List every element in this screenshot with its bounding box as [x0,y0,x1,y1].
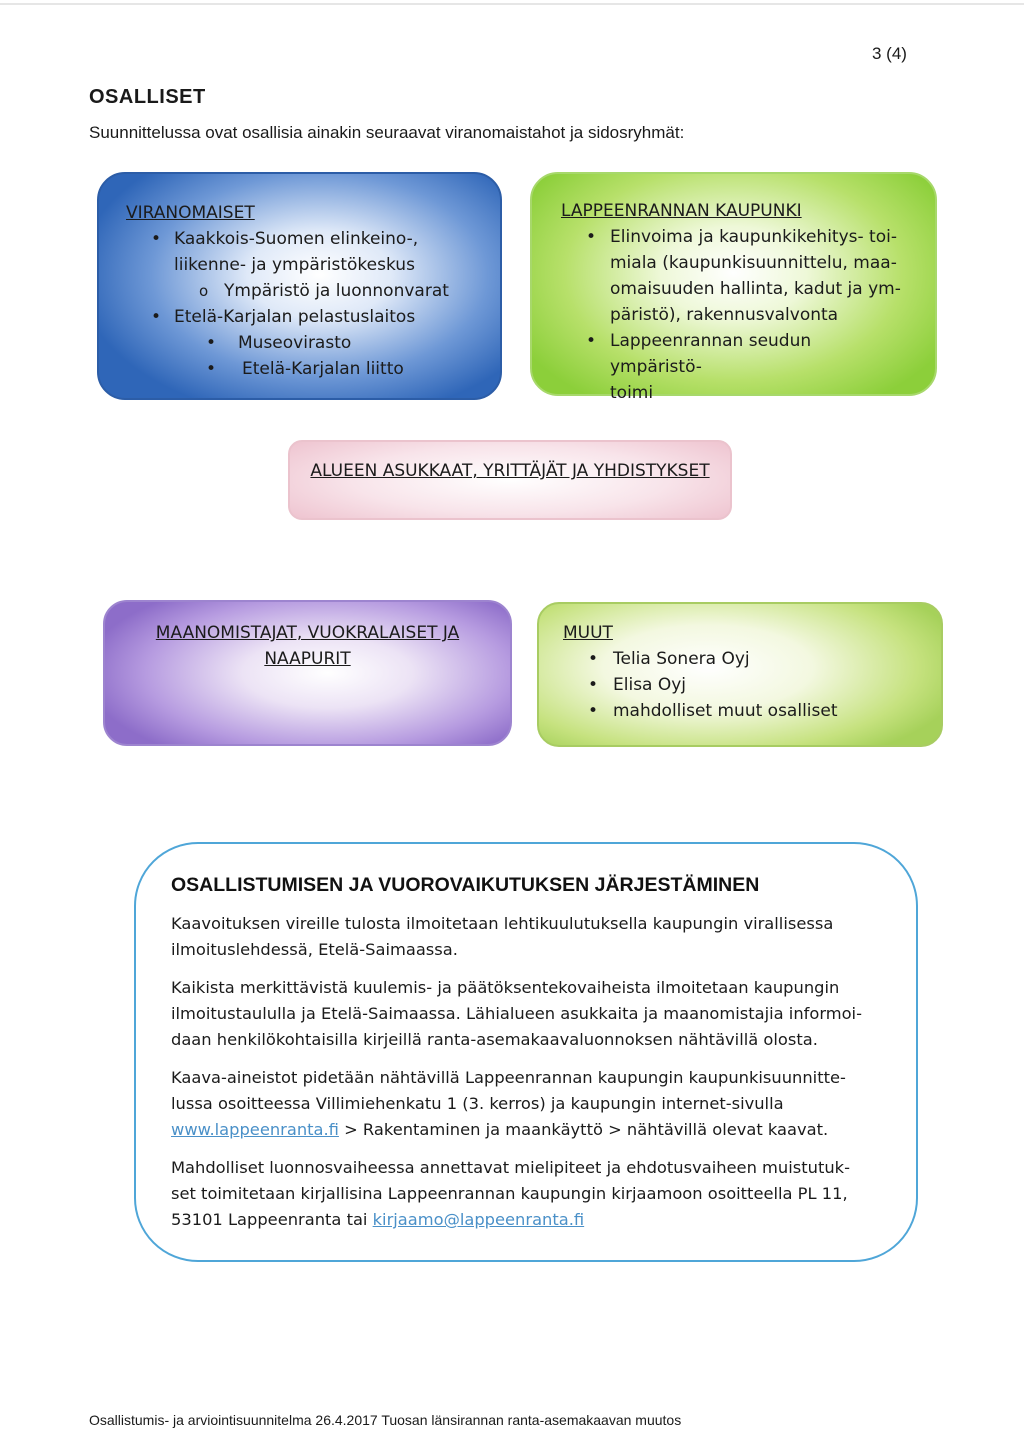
info-paragraph: Kaava-aineistot pidetään nähtävillä Lappeenrannan kaupungin kaupunkisuunnitte- lussa osoitteessa Villimiehenkatu 1 (3. kerros) ja kaupungin internet-sivulla www.lappeenranta.fi > Rakentaminen ja maankäyttö > nähtävillä olevat kaavat. [171,1068,846,1139]
viranomaiset-list [126,226,500,382]
info-paragraph: Kaavoituksen vireille tulosta ilmoitetaan lehtikuulutuksella kaupungin virallisessa ilmoituslehdessä, Etelä-Saimaassa. [171,914,834,959]
website-link[interactable]: www.lappeenranta.fi [171,1120,339,1139]
email-link[interactable]: kirjaamo@lappeenranta.fi [372,1210,585,1229]
list-item: • Elisa Oyj [563,672,941,698]
viranomaiset-title: VIRANOMAISET [126,203,255,223]
lappeenranta-box [530,172,937,403]
section-intro: Suunnittelussa ovat osallisia ainakin seuraavat viranomaistahot ja sidosryhmät: [89,123,685,142]
top-rule [0,3,1024,5]
info-paragraph: Kaikista merkittävistä kuulemis- ja päätöksentekovaiheista ilmoitetaan kaupungin ilmoitustaululla ja Etelä-Saimaassa. Lähialueen asukkaita ja maanomistajia informoi- daan henkilökohtaisilla kirjeillä ranta-asemakaavaluonnoksen nähtävillä olosta. [171,978,862,1049]
list-item: • Etelä-Karjalan liitto [126,356,500,382]
asukkaat-title: ALUEEN ASUKKAAT, YRITTÄJÄT JA YHDISTYKSET [310,461,710,481]
list-item: • Lappeenrannan seudun ympäristö- toimi [561,328,935,406]
asukkaat-box [288,440,732,520]
page-footer: Osallistumis- ja arviointisuunnitelma 26.4.2017 Tuosan länsirannan ranta-asemakaavan muutos [89,1412,682,1428]
participation-info-box [134,842,918,1262]
list-item: • Telia Sonera Oyj [563,646,941,672]
muut-list [563,646,941,724]
info-paragraph: Mahdolliset luonnosvaiheessa annettavat mielipiteet ja ehdotusvaiheen muistutuk- set toimitetaan kirjallisina Lappeenrannan kaupungin kirjaamoon osoitteella PL 11, 53101 Lappeenranta tai kirjaamo@lappeenranta.fi [171,1158,850,1229]
maanomistajat-box [103,600,512,746]
maanomistajat-title: MAANOMISTAJAT, VUOKRALAISET JA NAAPURIT [155,623,460,669]
muut-box [537,602,943,747]
viranomaiset-box [97,172,502,400]
muut-title: MUUT [563,623,613,643]
lappeenranta-list [561,224,935,406]
lappeenranta-title: LAPPEENRANNAN KAUPUNKI [561,201,802,221]
section-heading: OSALLISET [89,86,206,108]
list-item: o Ympäristö ja luonnonvarat [126,278,500,304]
list-item: • Museovirasto [126,330,500,356]
list-item: • Kaakkois-Suomen elinkeino-, liikenne- ja ympäristökeskus [126,226,500,278]
info-title: OSALLISTUMISEN JA VUOROVAIKUTUKSEN JÄRJESTÄMINEN [171,874,760,896]
list-item: • Elinvoima ja kaupunkikehitys- toi- miala (kaupunkisuunnittelu, maa- omaisuuden hallinta, kadut ja ym- päristö), rakennusvalvonta [561,224,935,328]
list-item: • mahdolliset muut osalliset [563,698,941,724]
list-item: • Etelä-Karjalan pelastuslaitos [126,304,500,330]
page-number: 3 (4) [872,44,907,63]
